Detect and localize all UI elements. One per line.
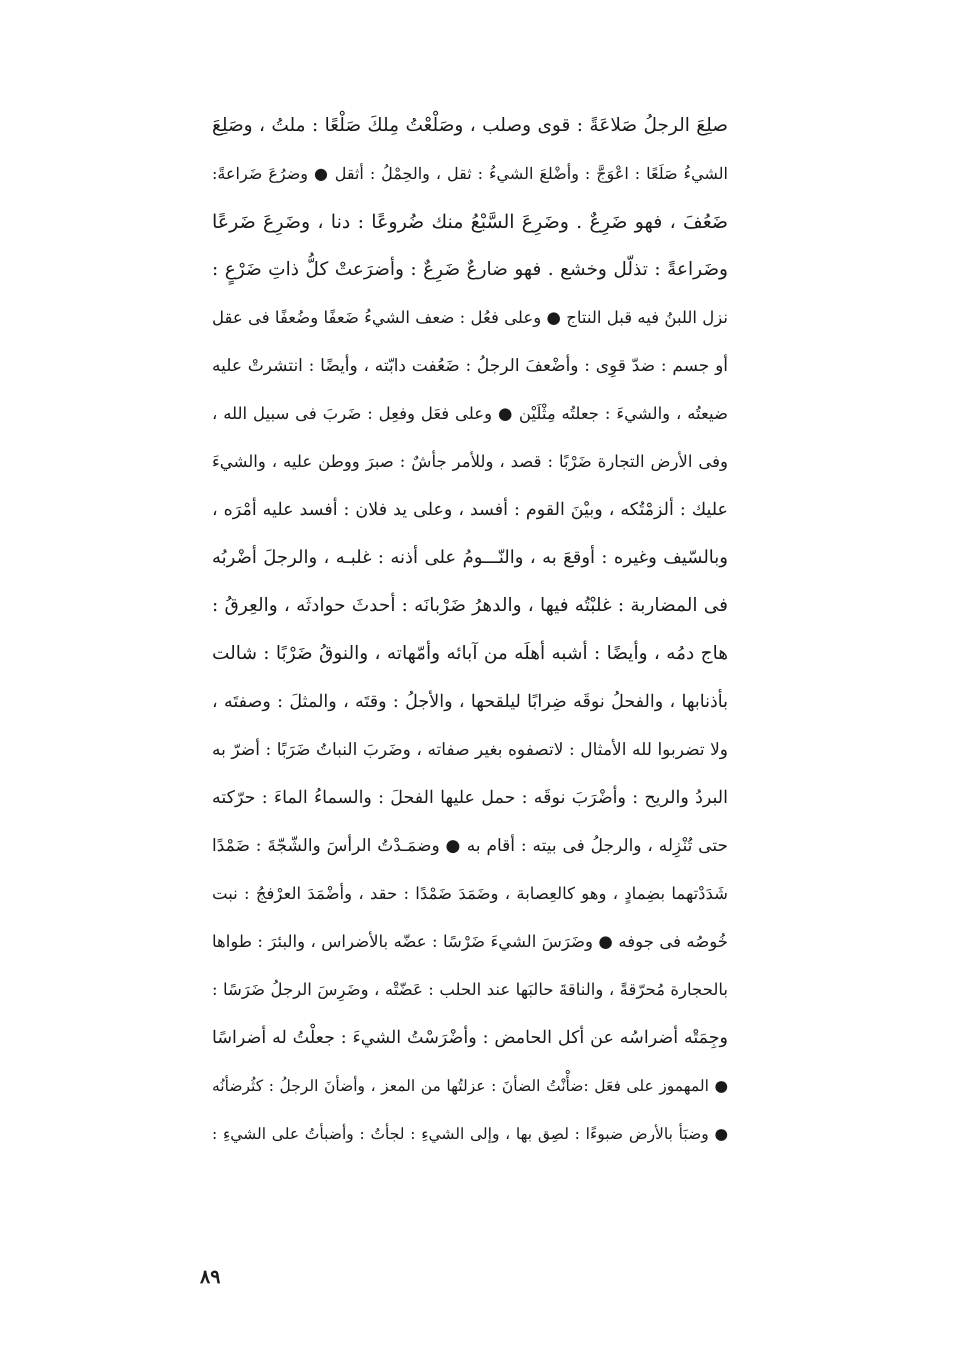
text-line: خُوصُه فى جوفه ● وضَرَسَ الشيءَ ضَرْسًا : عضّه بالأضراس ، والبئرَ : طواها (212, 932, 728, 951)
text-line: البردُ والريح : وأضْرَبَ نوقَه : حمل عليها الفحلَ : والسماءُ الماءَ : حرّكته (212, 788, 728, 808)
text-line: أو جسم : ضدّ قوِى : وأضْعفَ الرجلُ : ضَعُفت دابّته ، وأيضًا : انتشرتْ عليه (212, 356, 728, 376)
text-line: وضَراعةً : تذلّل وخشع . فهو ضارعٌ ضَرِعٌ : وأضرَعتْ كلُّ ذاتِ ضَرْعٍ : (212, 259, 728, 280)
text-line: الشيءُ صَلَعًا : اعْوَجَّ : وأضْلعَ الشيءُ : ثقل ، والحِمْلُ : أثقل ● وضرُعَ ضَراعةً: (212, 164, 728, 183)
text-line: ● المهموز على فعَل :ضأْنْتُ الضأنَ : عزلتُها من المعز ، وأضأنَ الرجلُ : كثُرضأنُه (212, 1077, 728, 1095)
text-line: فى المضاربة : غلبْتُه فيها ، والدهرُ ضَرْبانَه : أحدثَ حوادثَه ، والعِرقُ : (212, 595, 728, 616)
text-line: هاج دمُه ، وأيضًا : أشبه أهلَه من آبائه وأمّهاته ، والنوقُ ضَرْبًا : شالت (212, 643, 728, 664)
text-line: بالحجارة مُحرّقةً ، والناقةَ حالبَها عند الحلب : عَضّتْه ، وضَرِسَ الرجلُ ضَرَسًا : (212, 980, 728, 999)
text-line: ولا تضربوا لله الأمثال : لاتصفوه بغير صفاته ، وضَربَ النباتُ ضَرَبًا : أضرّ به (212, 740, 728, 760)
text-line: بأذنابها ، والفحلُ نوقَه ضِرابًا ليلقحها ، والأجلُ : وقتَه ، والمثلَ : وصفتَه ، (212, 692, 728, 712)
text-line: صلِعَ الرجلُ صَلاعَةً : قوى وصلب ، وصَلْعْتُ مِلكَ صَلْعًا : ملتُ ، وصَلِعَ (212, 115, 728, 136)
text-line: وفى الأرض التجارة ضَرْبًا : قصد ، وللأمر جأشٌ : صبرَ ووطن عليه ، والشيءَ (212, 452, 728, 471)
body-text (212, 102, 728, 1158)
text-line: شَدَدْتهما بضِمادٍ ، وهو كالعِصابة ، وضَمَدَ ضَمْدًا : حقد ، وأضْمَدَ العرْفجُ : نبت (212, 884, 728, 903)
text-line: ● وضبَأ بالأرض ضبوءًا : لصِق بها ، وإلى الشيءِ : لجأتُ : وأضبأتُ على الشيءِ : (212, 1125, 728, 1143)
text-line: ضَعُفَ ، فهو ضَرِعٌ . وضَرِعَ السَّبْعُ منك ضُروعًا : دنا ، وضَرِعَ ضَرعًا (212, 211, 728, 233)
text-line: وبالسّيف وغيره : أوقعَ به ، والنّـــومُ على أذنه : غلبـه ، والرجلَ أضْربُه (212, 547, 728, 568)
text-line: ضيعتُه ، والشيءَ : جعلتُه مِثْلَيْن ● وعلى فعَل وفعِل : ضَربَ فى سبيل الله ، (212, 404, 728, 423)
text-line: حتى تُنْزِله ، والرجلُ فى بيته : أقام به ● وضمَـدْتُ الرأسَ والشّجّةَ : ضَمْدًا (212, 836, 728, 856)
text-line: وجِمَتْه أضراسُه عن أكل الحامض : وأضْرَسْتُ الشيءَ : جعلْتُ له أضراسًا (212, 1028, 728, 1048)
page-number: ٨٩ (200, 1266, 221, 1288)
text-line: عليك : ألزمْتُكه ، وبيْنَ القوم : أفسد ، وعلى يد فلان : أفسد عليه أمْرَه ، (212, 500, 728, 520)
text-line: نزل اللبنُ فيه قبل النتاج ● وعلى فعُل : ضعف الشيءُ ضَعفًا وضُعفًا فى عقل (212, 308, 728, 327)
